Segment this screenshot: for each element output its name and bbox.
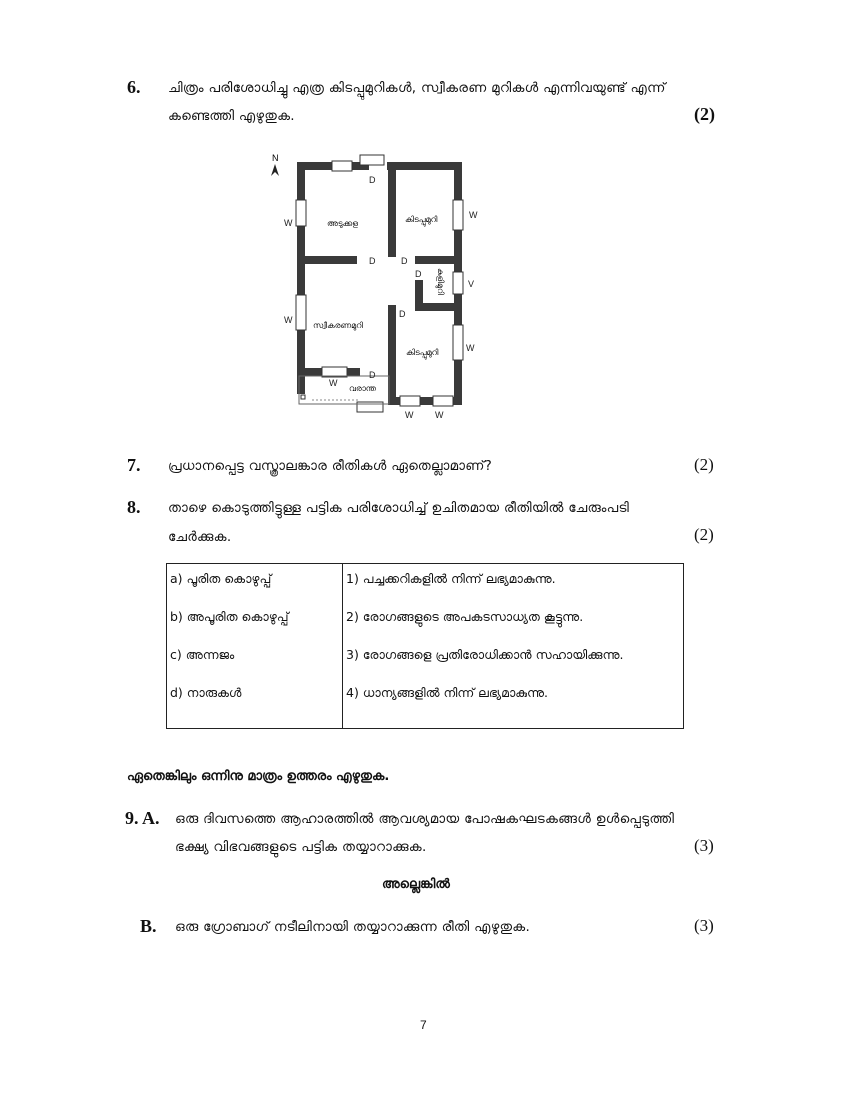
q7-number: 7. <box>127 455 141 475</box>
room-bedroom-2: കിടപ്പുമുറി <box>406 348 439 357</box>
match-left-item: d) നാരുകൾ <box>170 685 242 700</box>
window-label: W <box>405 410 414 420</box>
q8-line1: താഴെ കൊടുത്തിട്ടുള്ള പട്ടിക പരിശോധിച്ച് ഉചിതമായ രീതിയിൽ ചേരുംപടി <box>168 500 630 516</box>
room-living: സ്വീകരണമുറി <box>313 321 363 330</box>
q6-line2: കണ്ടെത്തി എഴുതുക. <box>168 108 295 124</box>
q9-line1: ഒരു ദിവസത്തെ ആഹാരത്തിൽ ആവശ്യമായ പോഷകഘടകങ്ങൾ ഉൾപ്പെടുത്തി <box>175 811 675 827</box>
or-label: അല്ലെങ്കിൽ <box>382 877 450 892</box>
north-label: N <box>272 153 279 163</box>
floor-plan <box>265 150 478 425</box>
room-kitchen: അടുക്കള <box>327 219 358 228</box>
window-label: W <box>435 410 444 420</box>
q9-number: 9. A. <box>125 808 160 828</box>
match-left-item: a) പൂരിത കൊഴുപ്പ് <box>170 571 272 586</box>
room-verandah: വരാന്ത <box>349 384 376 393</box>
window-label: W <box>466 343 475 353</box>
door-label: D <box>369 256 376 266</box>
window-label: W <box>284 315 293 325</box>
match-table <box>166 563 684 729</box>
door-label: D <box>369 370 376 380</box>
door-label: D <box>415 269 422 279</box>
ventilator-label: V <box>468 279 475 289</box>
match-right-item: 1) പച്ചക്കറികളിൽ നിന്ന് ലഭ്യമാകുന്നു. <box>346 571 556 586</box>
room-bathroom: കുളിമുറി <box>436 268 445 295</box>
match-right-item: 3) രോഗങ്ങളെ പ്രതിരോധിക്കാൻ സഹായിക്കുന്നു. <box>346 647 624 662</box>
window-label: W <box>469 210 478 220</box>
q9-marks: (3) <box>694 836 714 855</box>
q8-line2: ചേർക്കുക. <box>168 529 232 545</box>
match-column-right <box>343 564 684 729</box>
door-label: D <box>369 175 376 185</box>
q7-marks: (2) <box>694 455 714 474</box>
q9b-label: B. <box>140 916 157 936</box>
q9b-text: ഒരു ഗ്രോബാഗ് നടീലിനായി തയ്യാറാക്കുന്ന രീതി എഴുതുക. <box>175 919 531 935</box>
q6-marks: (2) <box>694 104 715 124</box>
match-left-item: b) അപൂരിത കൊഴുപ്പ് <box>170 609 289 624</box>
north-arrow-icon <box>271 164 279 176</box>
q6-number: 6. <box>127 77 141 97</box>
match-right-item: 4) ധാന്യങ്ങളിൽ നിന്ന് ലഭ്യമാകുന്നു. <box>346 685 549 700</box>
room-bedroom-1: കിടപ്പുമുറി <box>405 215 438 224</box>
door-label: D <box>401 256 408 266</box>
q9b-marks: (3) <box>694 916 714 935</box>
window-label: W <box>284 218 293 228</box>
match-left-item: c) അന്നജം <box>170 647 235 662</box>
pillar-icon <box>301 395 305 399</box>
q8-marks: (2) <box>694 525 714 544</box>
choice-instruction: ഏതെങ്കിലും ഒന്നിനു മാത്രം ഉത്തരം എഴുതുക. <box>127 769 390 784</box>
q8-number: 8. <box>127 497 141 517</box>
match-right-item: 2) രോഗങ്ങളുടെ അപകടസാധ്യത കൂട്ടുന്നു. <box>346 609 584 624</box>
match-column-left <box>167 564 343 729</box>
door-label: D <box>399 309 406 319</box>
q9-line2: ഭക്ഷ്യ വിഭവങ്ങളുടെ പട്ടിക തയ്യാറാക്കുക. <box>175 839 427 855</box>
page-number: 7 <box>420 1018 427 1032</box>
q7-text: പ്രധാനപ്പെട്ട വസ്ത്രാലങ്കാര രീതികൾ ഏതെല്ലാമാണ്? <box>168 458 493 474</box>
q6-line1: ചിത്രം പരിശോധിച്ചു എത്ര കിടപ്പുമുറികൾ, സ്വീകരണ മുറികൾ എന്നിവയുണ്ട് എന്ന് <box>168 80 666 96</box>
window-label: W <box>329 378 338 388</box>
